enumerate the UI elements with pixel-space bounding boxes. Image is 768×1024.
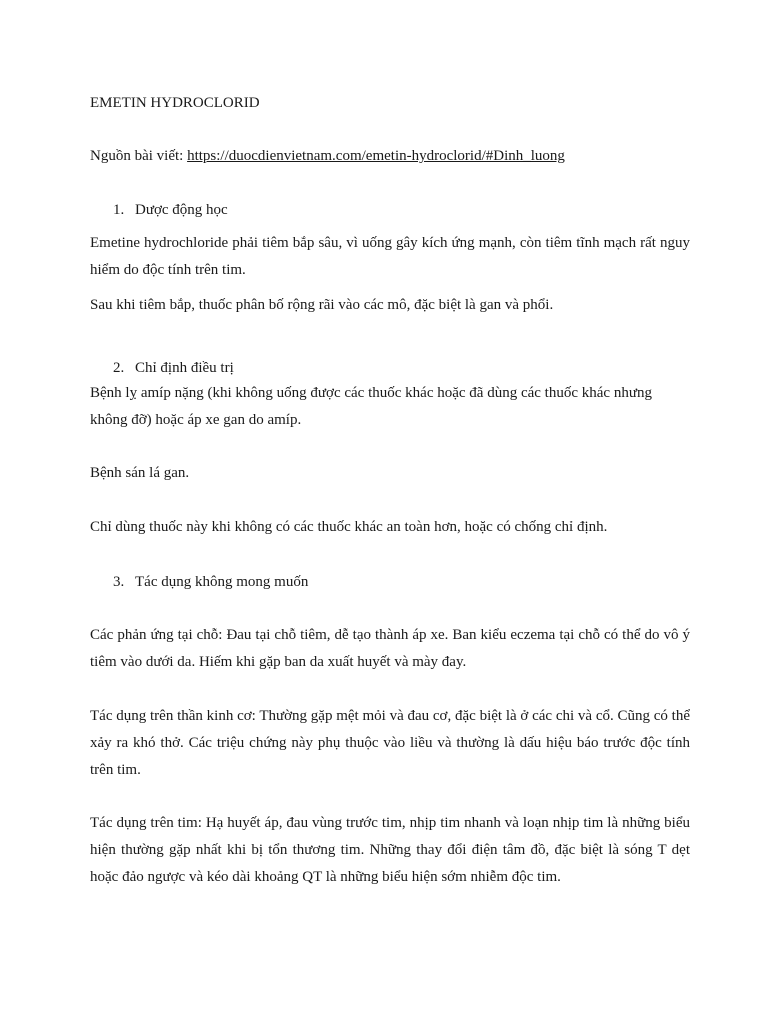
section-number: 1. bbox=[113, 202, 125, 218]
source-link[interactable]: https://duocdienvietnam.com/emetin-hydroclorid/#Dinh_luong bbox=[187, 148, 565, 164]
section-title: Chỉ định điều trị bbox=[135, 360, 234, 376]
section-title: Tác dụng không mong muốn bbox=[135, 574, 309, 590]
paragraph: Bệnh lỵ amíp nặng (khi không uống được các thuốc khác hoặc đã dùng các thuốc khác nhưng không đỡ) hoặc áp xe gan do amíp. bbox=[90, 385, 652, 428]
paragraph: Bệnh sán lá gan. bbox=[90, 465, 190, 481]
section-heading-2 bbox=[113, 358, 234, 378]
section-heading-1 bbox=[113, 200, 228, 220]
source-line bbox=[90, 146, 565, 166]
section-title: Dược động học bbox=[135, 202, 228, 218]
paragraph: Các phản ứng tại chỗ: Đau tại chỗ tiêm, dễ tạo thành áp xe. Ban kiểu eczema tại chỗ có thể do vô ý tiêm vào dưới da. Hiếm khi gặp ban da xuất huyết và mày đay. bbox=[90, 627, 690, 670]
section-number: 2. bbox=[113, 360, 125, 376]
source-label: Nguồn bài viết: bbox=[90, 148, 188, 164]
paragraph: Sau khi tiêm bắp, thuốc phân bố rộng rãi vào các mô, đặc biệt là gan và phổi. bbox=[90, 297, 554, 313]
document-title: EMETIN HYDROCLORID bbox=[90, 95, 260, 111]
section-heading-3 bbox=[113, 572, 308, 592]
paragraph: Emetine hydrochloride phải tiêm bắp sâu, vì uống gây kích ứng mạnh, còn tiêm tĩnh mạch rất nguy hiểm do độc tính trên tim. bbox=[90, 235, 690, 278]
paragraph: Tác dụng trên tim: Hạ huyết áp, đau vùng trước tim, nhịp tim nhanh và loạn nhịp tim là những biểu hiện thường gặp nhất khi bị tổn thương tim. Những thay đổi điện tâm đồ, đặc biệt là sóng T dẹt hoặc đảo ngược và kéo dài khoảng QT là những biểu hiện sớm nhiễm độc tim. bbox=[90, 815, 690, 885]
paragraph: Chỉ dùng thuốc này khi không có các thuốc khác an toàn hơn, hoặc có chống chỉ định. bbox=[90, 519, 608, 535]
section-number: 3. bbox=[113, 574, 125, 590]
paragraph: Tác dụng trên thần kinh cơ: Thường gặp mệt mỏi và đau cơ, đặc biệt là ở các chi và cổ. Cũng có thể xảy ra khó thở. Các triệu chứng này phụ thuộc vào liều và thường là dấu hiệu báo trước độc tính trên tim. bbox=[90, 708, 690, 778]
